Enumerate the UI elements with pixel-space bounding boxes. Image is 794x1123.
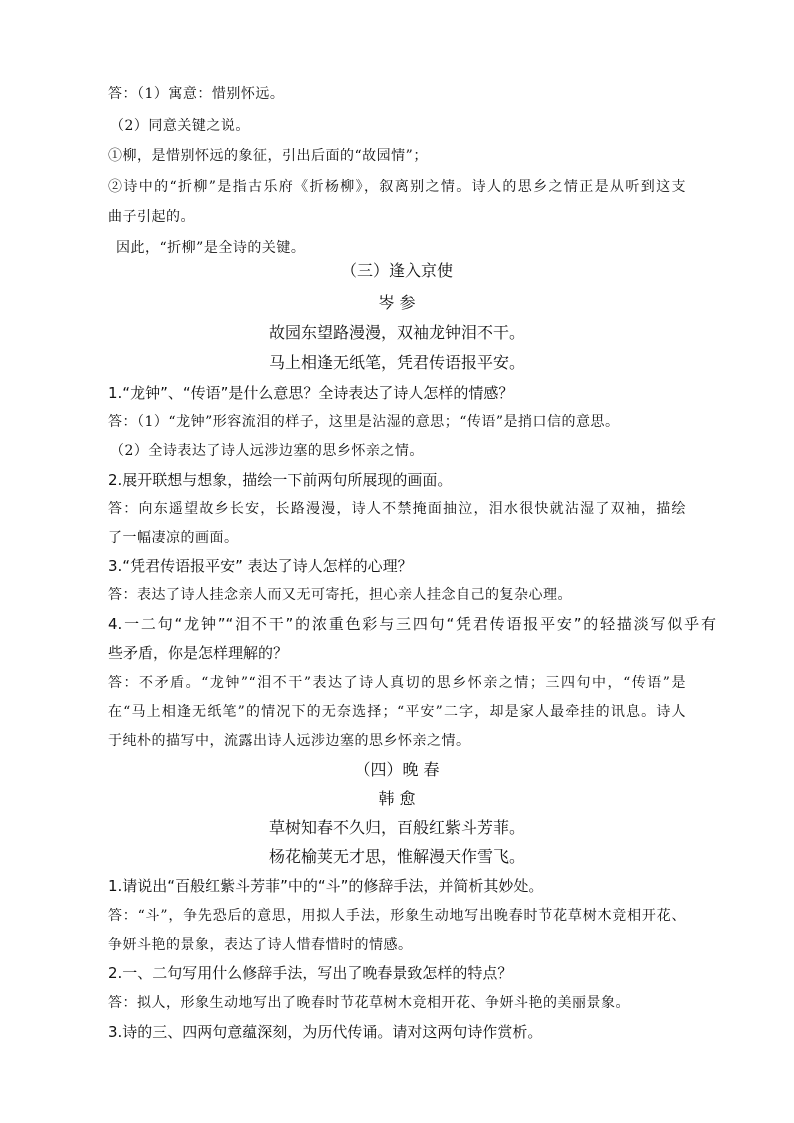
- poem-title: （三）逢入京使: [340, 261, 453, 280]
- question-line: 2.展开联想与想象，描绘一下前两句所展现的画面。: [108, 471, 453, 489]
- answer-line: （2）同意关键之说。: [110, 118, 250, 134]
- answer-line: ②诗中的“折柳”是指古乐府《折杨柳》，叙离别之情。诗人的思乡之情正是从听到这支: [108, 179, 686, 195]
- poem-verse: 马上相逢无纸笔，凭君传语报平安。: [268, 353, 525, 372]
- answer-line: 答：表达了诗人挂念亲人而又无可寄托，担心亲人挂念自己的复杂心理。: [108, 587, 572, 603]
- question-line: 3.“凭君传语报平安” 表达了诗人怎样的心理？: [108, 557, 413, 575]
- answer-line: 答：（1）“龙钟”形容流泪的样子，这里是沾湿的意思；“传语”是捎口信的意思。: [108, 414, 620, 430]
- answer-line: 答：向东遥望故乡长安，长路漫漫，诗人不禁掩面抽泣，泪水很快就沾湿了双袖，描绘: [108, 501, 686, 517]
- poem-author: 韩 愈: [378, 789, 416, 808]
- answer-line: 答：拟人，形象生动地写出了晚春时节花草树木竞相开花、争妍斗艳的美丽景象。: [108, 995, 630, 1011]
- poem-verse: 草树知春不久归，百般红紫斗芳菲。: [268, 818, 525, 837]
- question-line: 些矛盾，你是怎样理解的？: [108, 644, 289, 662]
- question-line: 3.诗的三、四两句意蕴深刻，为历代传诵。请对这两句诗作赏析。: [108, 1023, 543, 1041]
- poem-author: 岑 参: [378, 293, 416, 312]
- answer-line: 答：不矛盾。“龙钟”“泪不干”表达了诗人真切的思乡怀亲之情；三四句中，“传语”是: [108, 675, 686, 691]
- answer-line: 于纯朴的描写中，流露出诗人远涉边塞的思乡怀亲之情。: [108, 733, 471, 749]
- answer-line: 答：“斗”，争先恐后的意思，用拟人手法，形象生动地写出晚春时节花草树木竞相开花、: [108, 908, 686, 924]
- answer-line: 在“马上相逢无纸笔”的情况下的无奈选择；“平安”二字，却是家人最牵挂的讯息。诗人: [108, 704, 686, 720]
- question-line: 2.一、二句写用什么修辞手法，写出了晚春景致怎样的特点？: [108, 964, 513, 982]
- poem-verse: 故园东望路漫漫，双袖龙钟泪不干。: [268, 323, 525, 342]
- poem-verse: 杨花榆荚无才思，惟解漫天作雪飞。: [268, 847, 525, 866]
- question-line: 4.一二句“龙钟”“泪不干”的浓重色彩与三四句“凭君传语报平安”的轻描淡写似乎有: [108, 615, 716, 633]
- question-line: 1.请说出“百般红紫斗芳菲”中的“斗”的修辞手法，并简析其妙处。: [108, 877, 544, 895]
- answer-line: 了一幅凄凉的画面。: [108, 530, 239, 546]
- poem-title: （四）晚 春: [354, 760, 440, 779]
- answer-line: （2）全诗表达了诗人远涉边塞的思乡怀亲之情。: [110, 443, 424, 459]
- answer-line: 答：（1）寓意：惜别怀远。: [108, 86, 285, 102]
- answer-line: 因此，“折柳”是全诗的关键。: [116, 240, 306, 256]
- answer-line: 曲子引起的。: [108, 209, 195, 225]
- answer-line: ①柳，是惜别怀远的象征，引出后面的“故园情”；: [108, 148, 428, 164]
- question-line: 1.“龙钟”、“传语”是什么意思？全诗表达了诗人怎样的情感？: [108, 384, 514, 402]
- answer-line: 争妍斗艳的景象，表达了诗人惜春惜时的情感。: [108, 937, 413, 953]
